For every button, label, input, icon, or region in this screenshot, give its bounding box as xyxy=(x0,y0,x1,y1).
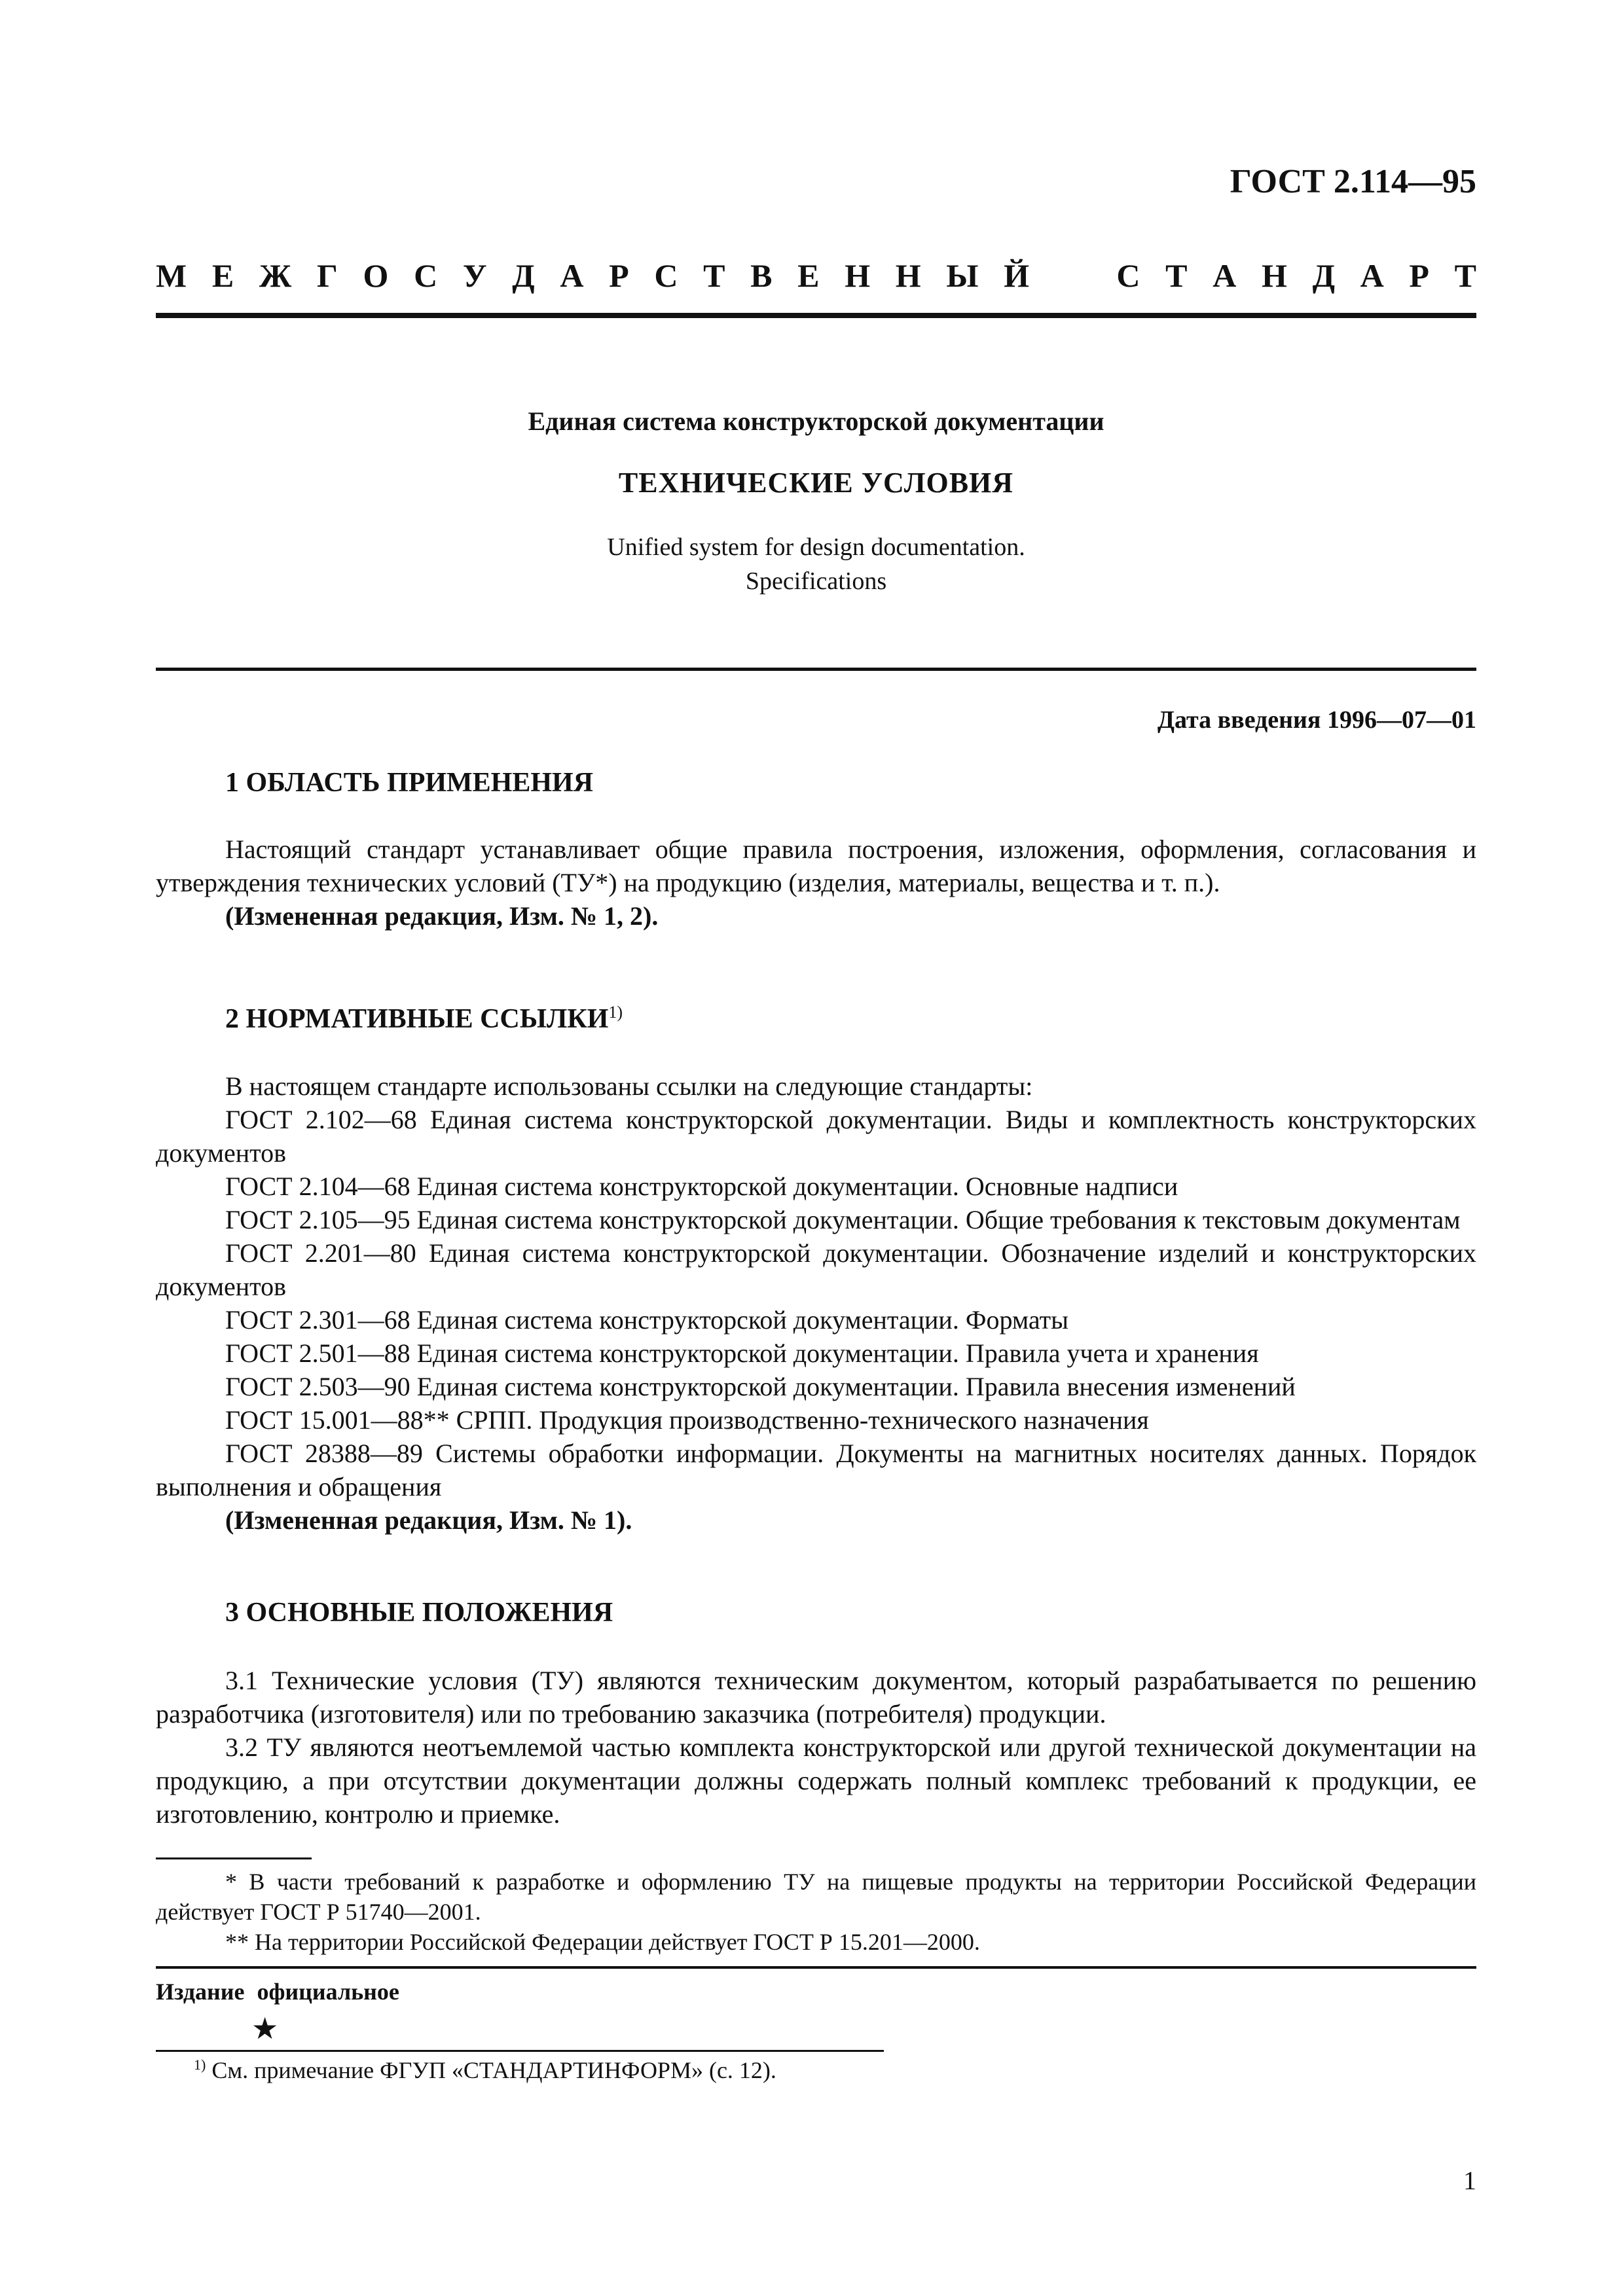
banner-letter: У xyxy=(462,257,487,294)
reference-item: ГОСТ 2.105—95 Единая система конструкторской документации. Общие требования к текстовым документам xyxy=(225,1205,1461,1234)
banner-letter: Н xyxy=(895,257,921,294)
footnotes xyxy=(156,1867,1476,1957)
title-divider xyxy=(156,668,1476,671)
star-icon: ★ xyxy=(251,2012,279,2045)
banner-letter: С xyxy=(654,257,678,294)
banner-letter: Е xyxy=(797,257,820,294)
banner-letter: Т xyxy=(1165,257,1188,294)
official-edition-label: Издание официальное xyxy=(156,1979,399,2005)
banner-letter: Р xyxy=(1409,257,1429,294)
banner-letter: Т xyxy=(703,257,725,294)
banner-letter: Р xyxy=(609,257,629,294)
footnote-star: * В части требований к разработке и оформлению ТУ на пищевые продукты на территории Российской Федерации действует ГОСТ Р 51740—2001. xyxy=(156,1869,1476,1925)
section-1-body xyxy=(156,833,1476,933)
section-1-paragraph: Настоящий стандарт устанавливает общие правила построения, изложения, оформления, согласования и утверждения технических условий (ТУ*) на продукцию (изделия, материалы, вещества и т. п.). xyxy=(156,834,1476,897)
clause-3-2: 3.2 ТУ являются неотъемлемой частью комплекта конструкторской или другой технической документации на продукцию, а при отсутствии документации должны содержать полный комплекс требований к продукции, ее изготовлению, контролю и приемке. xyxy=(156,1732,1476,1829)
footnote-1 xyxy=(194,2056,776,2084)
footer-divider xyxy=(156,1966,1476,1969)
system-title: Единая система конструкторской документации xyxy=(528,406,1104,436)
footnote-double-star: ** На территории Российской Федерации действует ГОСТ Р 15.201—2000. xyxy=(225,1929,980,1955)
footnote-1-text: См. примечание ФГУП «СТАНДАРТИНФОРМ» (с. 12). xyxy=(206,2057,776,2083)
banner-letter: Н xyxy=(845,257,871,294)
interstate-standard-banner xyxy=(156,257,1476,295)
section-2-amendment: (Измененная редакция, Изм. № 1). xyxy=(225,1505,632,1535)
banner-letter: Т xyxy=(1454,257,1476,294)
reference-item: ГОСТ 2.201—80 Единая система конструкторской документации. Обозначение изделий и конструкторских документов xyxy=(156,1238,1476,1301)
banner-letter: А xyxy=(560,257,584,294)
references-intro: В настоящем стандарте использованы ссылки на следующие стандарты: xyxy=(225,1071,1033,1101)
reference-item: ГОСТ 2.102—68 Единая система конструкторской документации. Виды и комплектность конструкторских документов xyxy=(156,1105,1476,1168)
section-2-heading-text: 2 НОРМАТИВНЫЕ ССЫЛКИ xyxy=(225,1004,609,1034)
reference-item: ГОСТ 2.301—68 Единая система конструкторской документации. Форматы xyxy=(225,1305,1068,1335)
main-title: ТЕХНИЧЕСКИЕ УСЛОВИЯ xyxy=(618,467,1014,499)
reference-item: ГОСТ 15.001—88** СРПП. Продукция производственно-технического назначения xyxy=(225,1405,1149,1435)
reference-item: ГОСТ 2.104—68 Единая система конструкторской документации. Основные надписи xyxy=(225,1172,1178,1201)
banner-letter: А xyxy=(1213,257,1237,294)
banner-letter: Н xyxy=(1261,257,1287,294)
banner-letter: А xyxy=(1360,257,1384,294)
footnote-1-separator xyxy=(156,2050,884,2052)
banner-letter: Ы xyxy=(946,257,979,294)
footnote-1-mark: 1) xyxy=(194,2056,206,2073)
footnote-separator xyxy=(156,1857,312,1859)
banner-letter: Г xyxy=(317,257,338,294)
reference-item: ГОСТ 2.503—90 Единая система конструкторской документации. Правила внесения изменений xyxy=(225,1372,1296,1401)
section-3-heading: 3 ОСНОВНЫЕ ПОЛОЖЕНИЯ xyxy=(225,1598,613,1628)
header-divider xyxy=(156,313,1476,318)
banner-letter: О xyxy=(363,257,389,294)
section-2-body xyxy=(156,1069,1476,1537)
reference-item: ГОСТ 2.501—88 Единая система конструкторской документации. Правила учета и хранения xyxy=(225,1338,1259,1368)
banner-letter: М xyxy=(156,257,187,294)
section-3-body xyxy=(156,1664,1476,1831)
section-1-heading: 1 ОБЛАСТЬ ПРИМЕНЕНИЯ xyxy=(225,768,594,798)
english-title-line: Specifications xyxy=(745,567,887,595)
section-2-heading xyxy=(225,1003,623,1035)
banner-word-gap xyxy=(1055,257,1091,295)
banner-letter: В xyxy=(750,257,773,294)
introduction-date: Дата введения 1996—07—01 xyxy=(1157,706,1476,734)
reference-item: ГОСТ 28388—89 Системы обработки информации. Документы на магнитных носителях данных. Порядок выполнения и обращения xyxy=(156,1439,1476,1501)
footnote-ref-1: 1) xyxy=(608,1003,623,1022)
banner-letter: Ж xyxy=(259,257,292,294)
clause-3-1: 3.1 Технические условия (ТУ) являются техническим документом, который разрабатывается по решению разработчика (изготовителя) или по требованию заказчика (потребителя) продукции. xyxy=(156,1666,1476,1729)
banner-letter: С xyxy=(414,257,438,294)
section-1-amendment: (Измененная редакция, Изм. № 1, 2). xyxy=(225,901,659,931)
banner-letter: С xyxy=(1116,257,1140,294)
english-title-line: Unified system for design documentation. xyxy=(607,533,1025,561)
banner-letter: Д xyxy=(512,257,535,294)
english-title xyxy=(156,530,1476,598)
document-number: ГОСТ 2.114—95 xyxy=(1230,163,1476,200)
page-number: 1 xyxy=(1463,2166,1476,2195)
banner-letter: Д xyxy=(1312,257,1335,294)
banner-letter: Е xyxy=(211,257,234,294)
banner-letter: Й xyxy=(1004,257,1030,294)
